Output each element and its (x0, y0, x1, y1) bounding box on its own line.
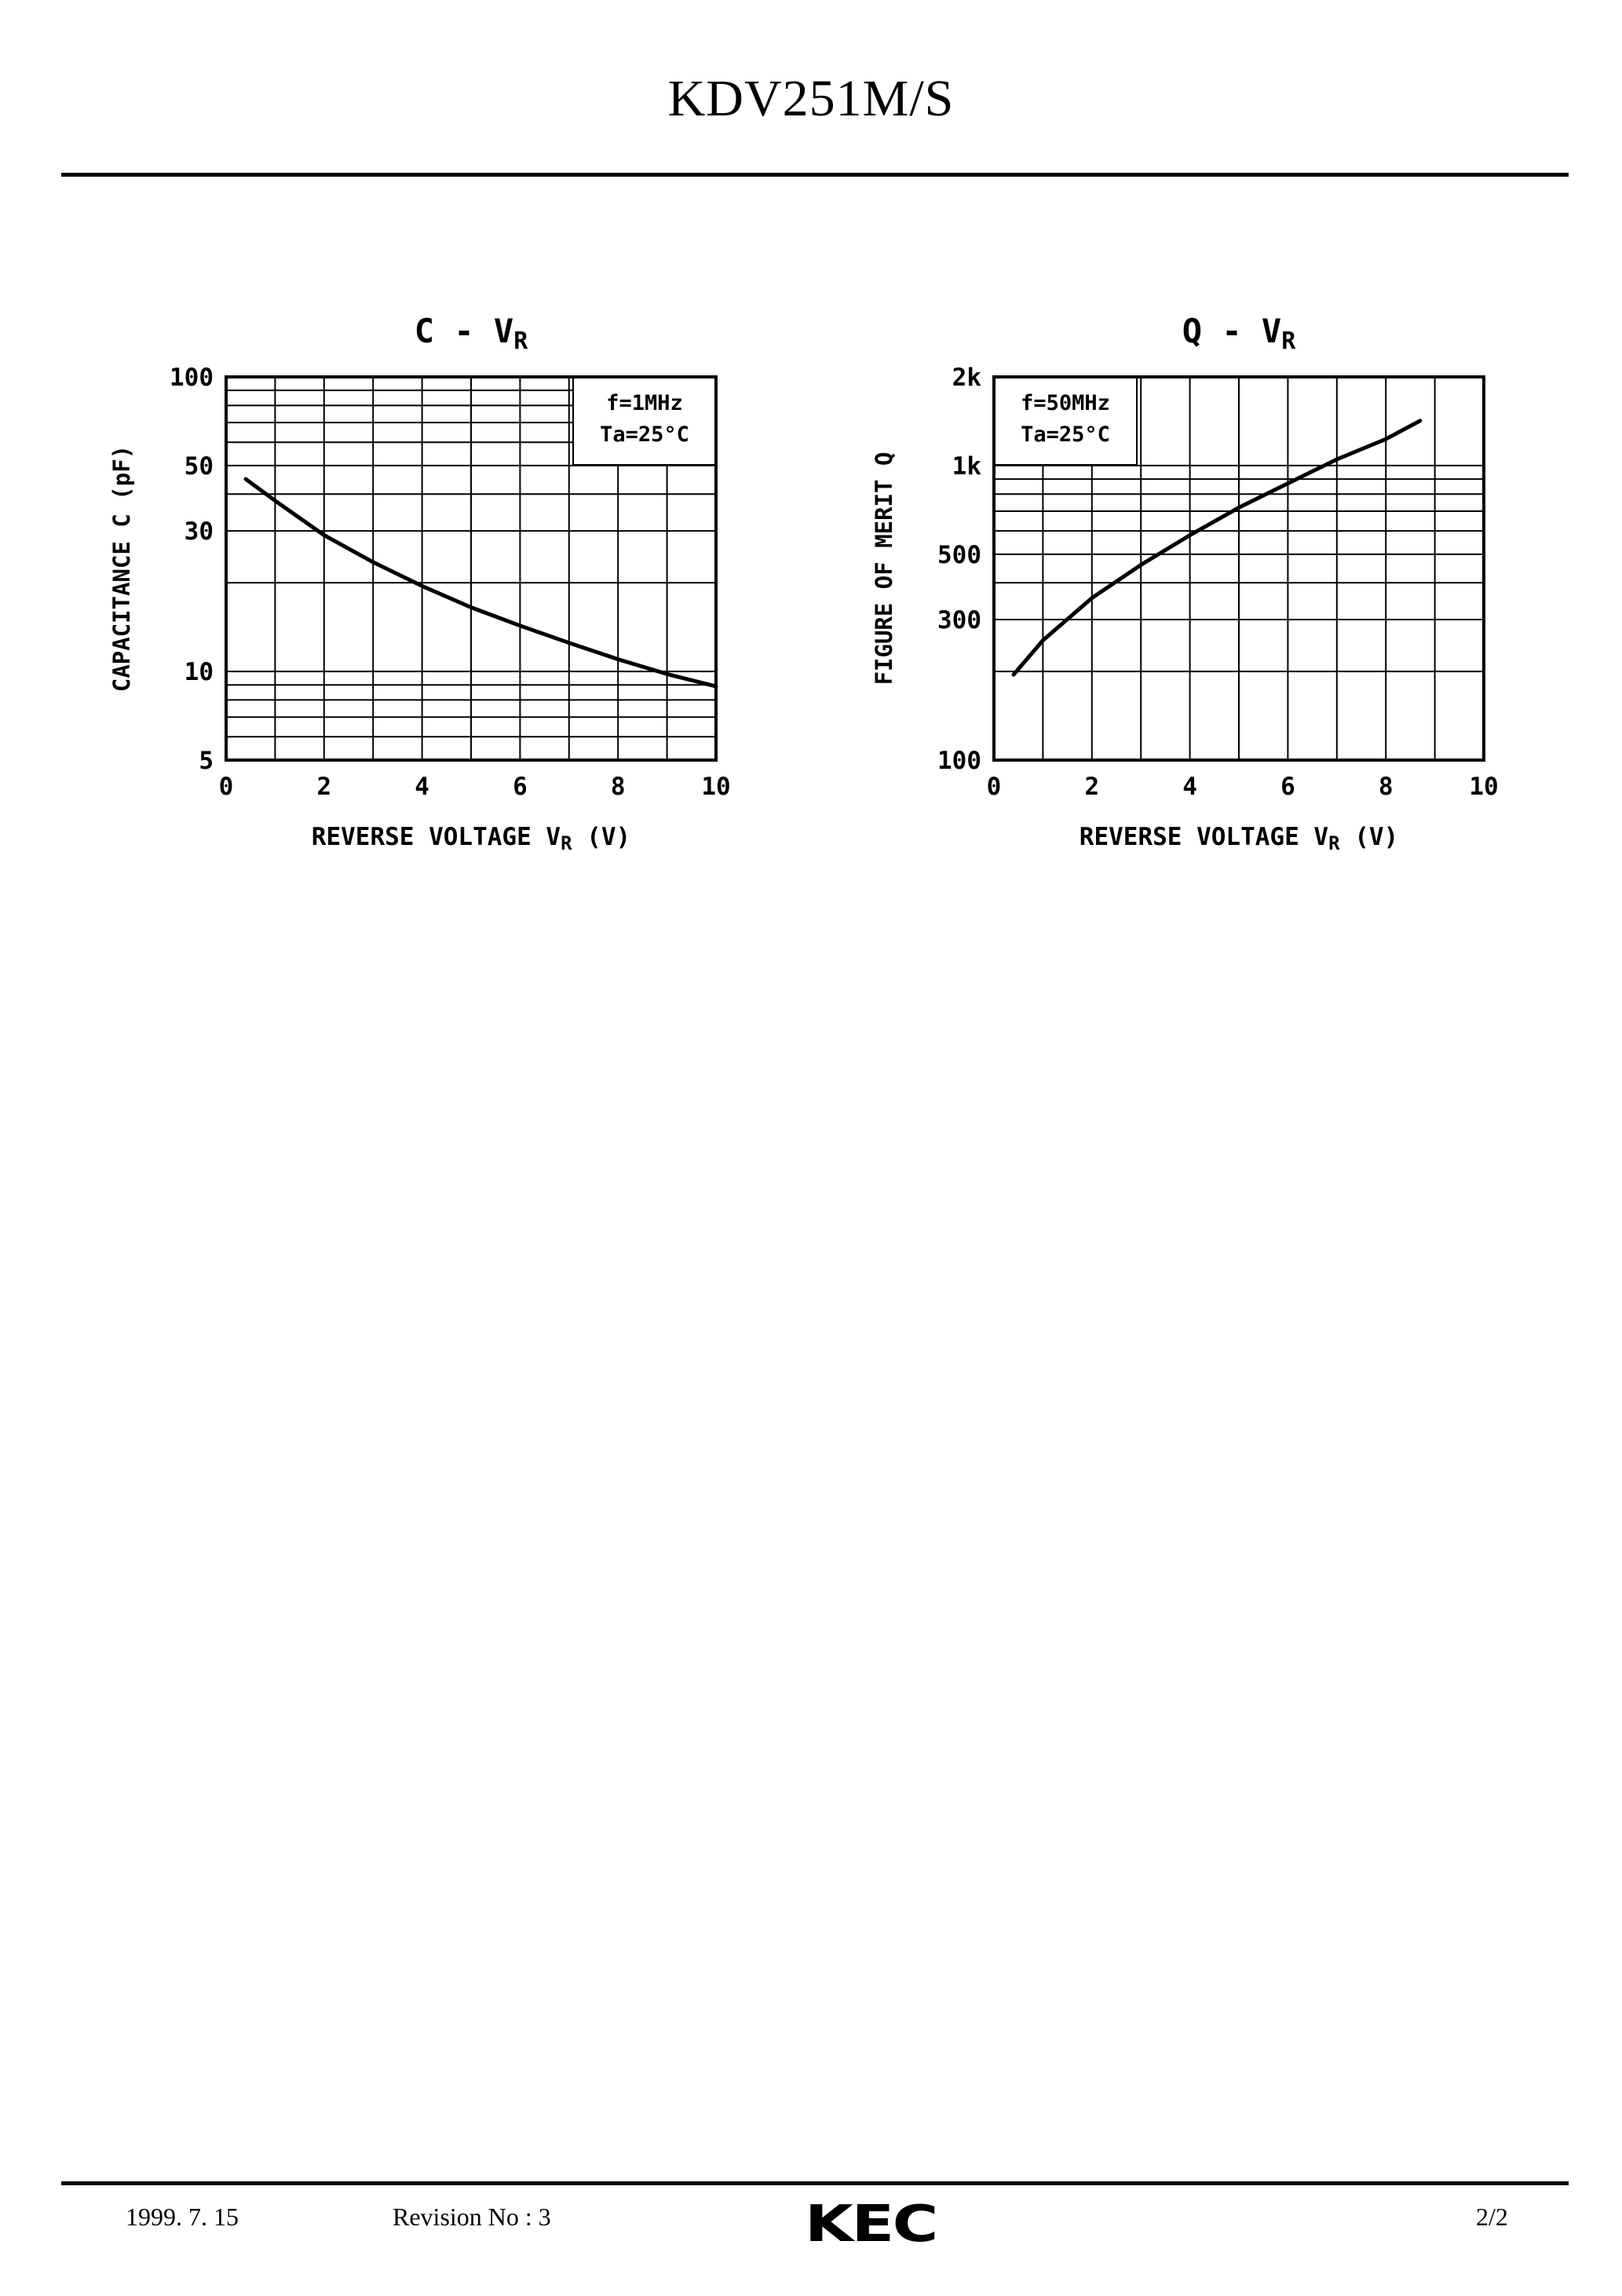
chart-title-subscript: R (513, 327, 528, 355)
x-tick-label: 8 (610, 773, 626, 801)
footer-rule (61, 2181, 1569, 2185)
y-axis-label: CAPACITANCE C (pF) (108, 444, 135, 693)
x-axis-label (1080, 823, 1398, 854)
page-title: KDV251M/S (667, 70, 955, 127)
y-tick-label: 10 (184, 658, 214, 687)
chart-title (415, 312, 528, 355)
x-axis-label-subscript: R (1328, 832, 1340, 854)
x-tick-label: 4 (415, 773, 429, 801)
x-tick-label: 10 (701, 773, 731, 801)
footer-page-number: 2/2 (1476, 2203, 1508, 2231)
y-tick-label: 30 (184, 517, 214, 547)
y-tick-label: 5 (199, 747, 214, 775)
chart-title-main: Q - V (1182, 312, 1282, 350)
x-axis-label (312, 823, 630, 854)
annotation-text: f=50MHz (1021, 391, 1110, 415)
x-tick-label: 6 (513, 773, 528, 801)
annotation-text: Ta=25°C (600, 422, 689, 447)
kec-logo: KEC (805, 2195, 937, 2254)
capacitance-chart (108, 312, 731, 854)
x-axis-label-main: REVERSE VOLTAGE V (1079, 823, 1329, 851)
chart-title (1182, 312, 1296, 355)
x-tick-label: 0 (986, 773, 1002, 801)
y-tick-label: 1k (952, 452, 981, 481)
chart-title-subscript: R (1281, 327, 1296, 355)
y-tick-label: 100 (937, 747, 981, 775)
x-tick-label: 6 (1280, 773, 1295, 801)
y-tick-label: 300 (937, 606, 981, 635)
figure-of-merit-chart (871, 312, 1499, 854)
y-axis-label: FIGURE OF MERIT Q (871, 452, 897, 686)
x-tick-label: 8 (1378, 773, 1394, 801)
annotation-text: Ta=25°C (1021, 422, 1110, 447)
x-axis-label-unit: (V) (1339, 823, 1399, 851)
x-tick-label: 2 (1084, 773, 1100, 801)
annotation-box (573, 377, 716, 465)
x-tick-label: 2 (316, 773, 332, 801)
x-axis-label-main: REVERSE VOLTAGE V (311, 823, 561, 851)
y-tick-label: 2k (952, 364, 981, 392)
y-tick-label: 50 (184, 452, 214, 481)
annotation-text: f=1MHz (606, 391, 683, 415)
y-tick-label: 500 (937, 540, 981, 569)
x-tick-label: 0 (218, 773, 234, 801)
footer-date: 1999. 7. 15 (126, 2203, 239, 2231)
annotation-box (994, 377, 1137, 465)
x-axis-label-unit: (V) (572, 823, 631, 851)
y-tick-label: 100 (170, 364, 214, 392)
footer-revision: Revision No : 3 (393, 2203, 551, 2231)
chart-title-main: C - V (414, 312, 514, 350)
x-tick-label: 10 (1469, 773, 1499, 801)
x-axis-label-subscript: R (561, 832, 572, 854)
x-tick-label: 4 (1182, 773, 1197, 801)
